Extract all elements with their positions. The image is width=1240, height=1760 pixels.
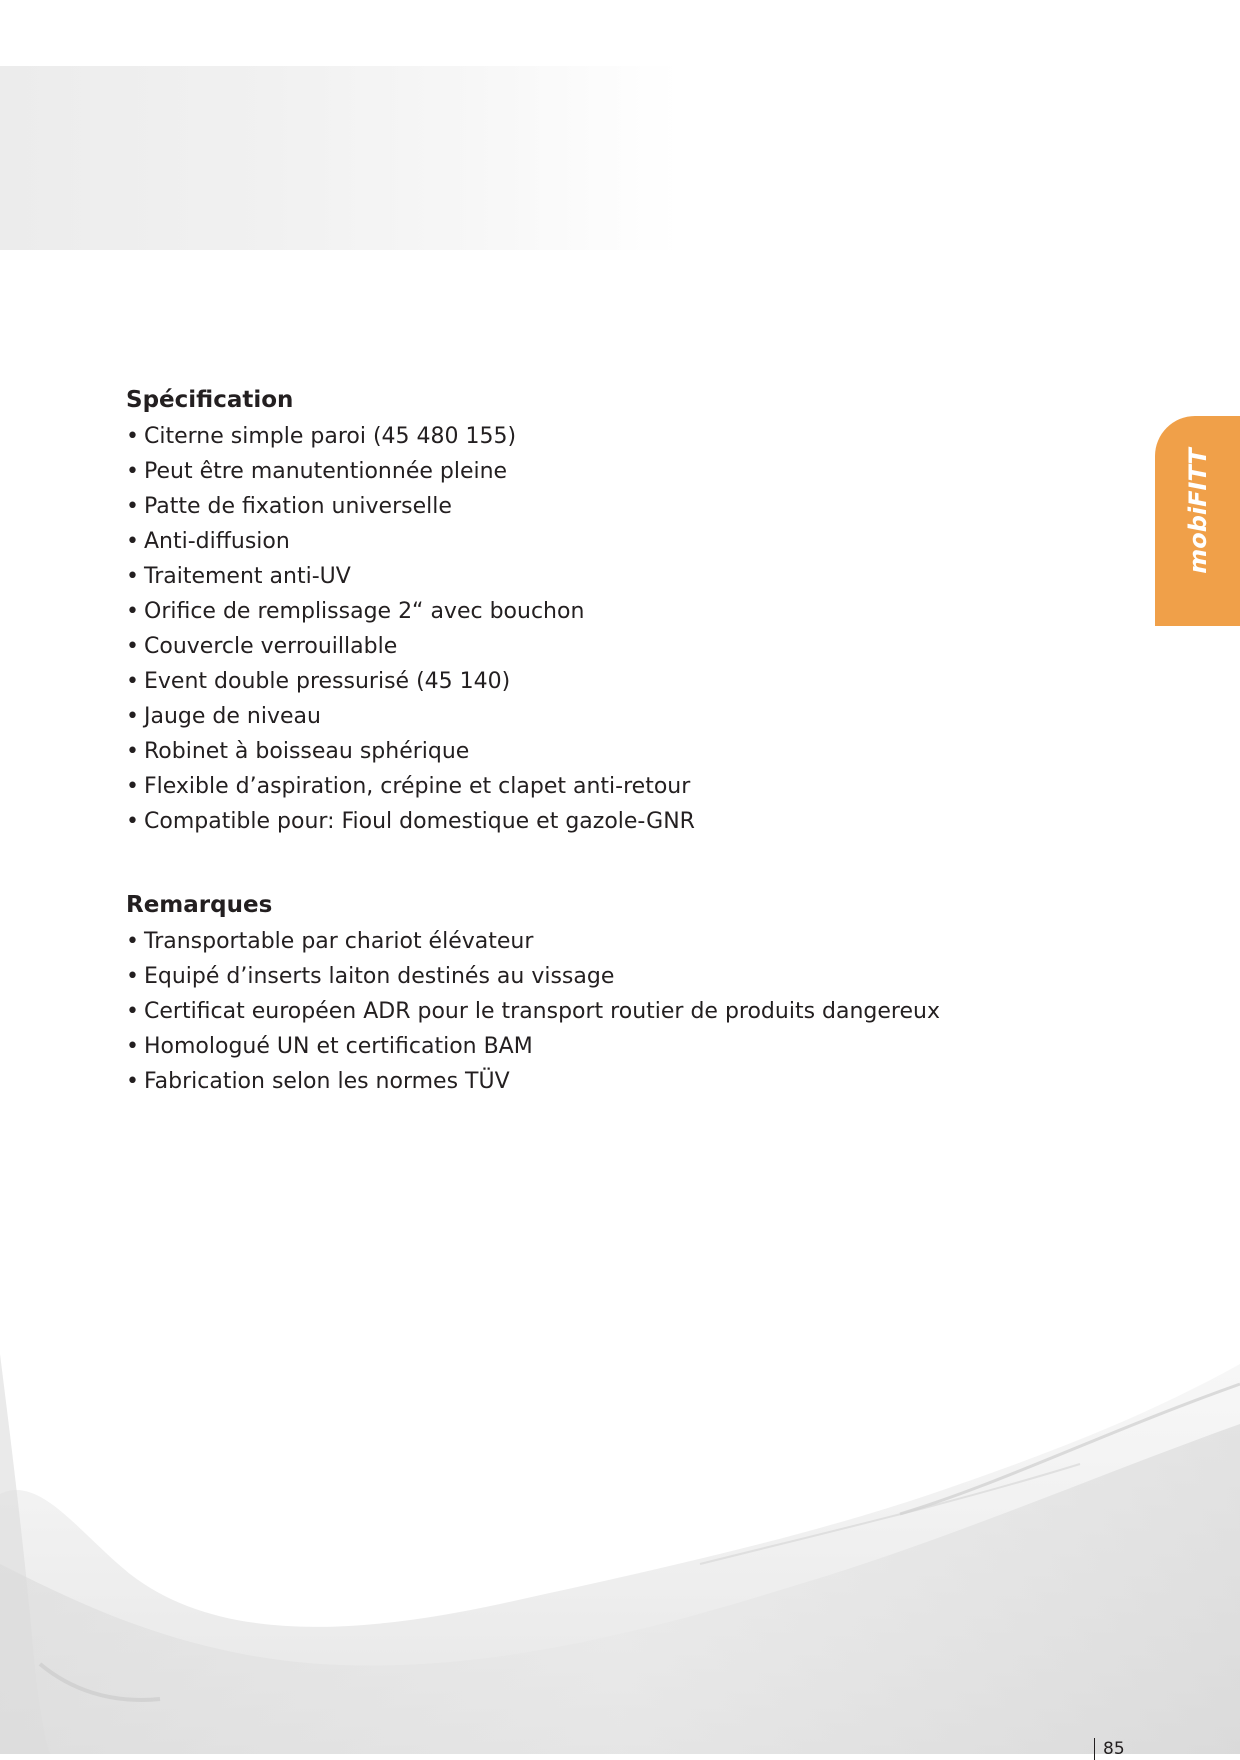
list-item: • Fabrication selon les normes TÜV <box>126 1064 940 1099</box>
list-item: • Compatible pour: Fioul domestique et gazole-GNR <box>126 804 695 839</box>
list-item: • Traitement anti-UV <box>126 559 695 594</box>
list-item: • Peut être manutentionnée pleine <box>126 454 695 489</box>
remarks-heading: Remarques <box>126 892 273 918</box>
remarks-list <box>126 924 940 1099</box>
list-item: • Citerne simple paroi (45 480 155) <box>126 419 695 454</box>
list-item: • Couvercle verrouillable <box>126 629 695 664</box>
side-tab-label: mobiFITT <box>1183 447 1212 574</box>
list-item: • Jauge de niveau <box>126 699 695 734</box>
water-splash-image <box>0 1234 1240 1754</box>
list-item: • Event double pressurisé (45 140) <box>126 664 695 699</box>
list-item: • Flexible d’aspiration, crépine et clapet anti-retour <box>126 769 695 804</box>
list-item: • Orifice de remplissage 2“ avec bouchon <box>126 594 695 629</box>
list-item: • Robinet à boisseau sphérique <box>126 734 695 769</box>
specification-heading: Spécification <box>126 387 294 413</box>
list-item: • Patte de fixation universelle <box>126 489 695 524</box>
page-number: 85 <box>1094 1738 1125 1760</box>
list-item: • Anti-diffusion <box>126 524 695 559</box>
list-item: • Homologué UN et certification BAM <box>126 1029 940 1064</box>
header-image-band <box>0 66 680 250</box>
list-item: • Transportable par chariot élévateur <box>126 924 940 959</box>
side-tab <box>1155 416 1240 626</box>
list-item: • Certificat européen ADR pour le transport routier de produits dangereux <box>126 994 940 1029</box>
specification-list <box>126 419 695 839</box>
list-item: • Equipé d’inserts laiton destinés au vissage <box>126 959 940 994</box>
